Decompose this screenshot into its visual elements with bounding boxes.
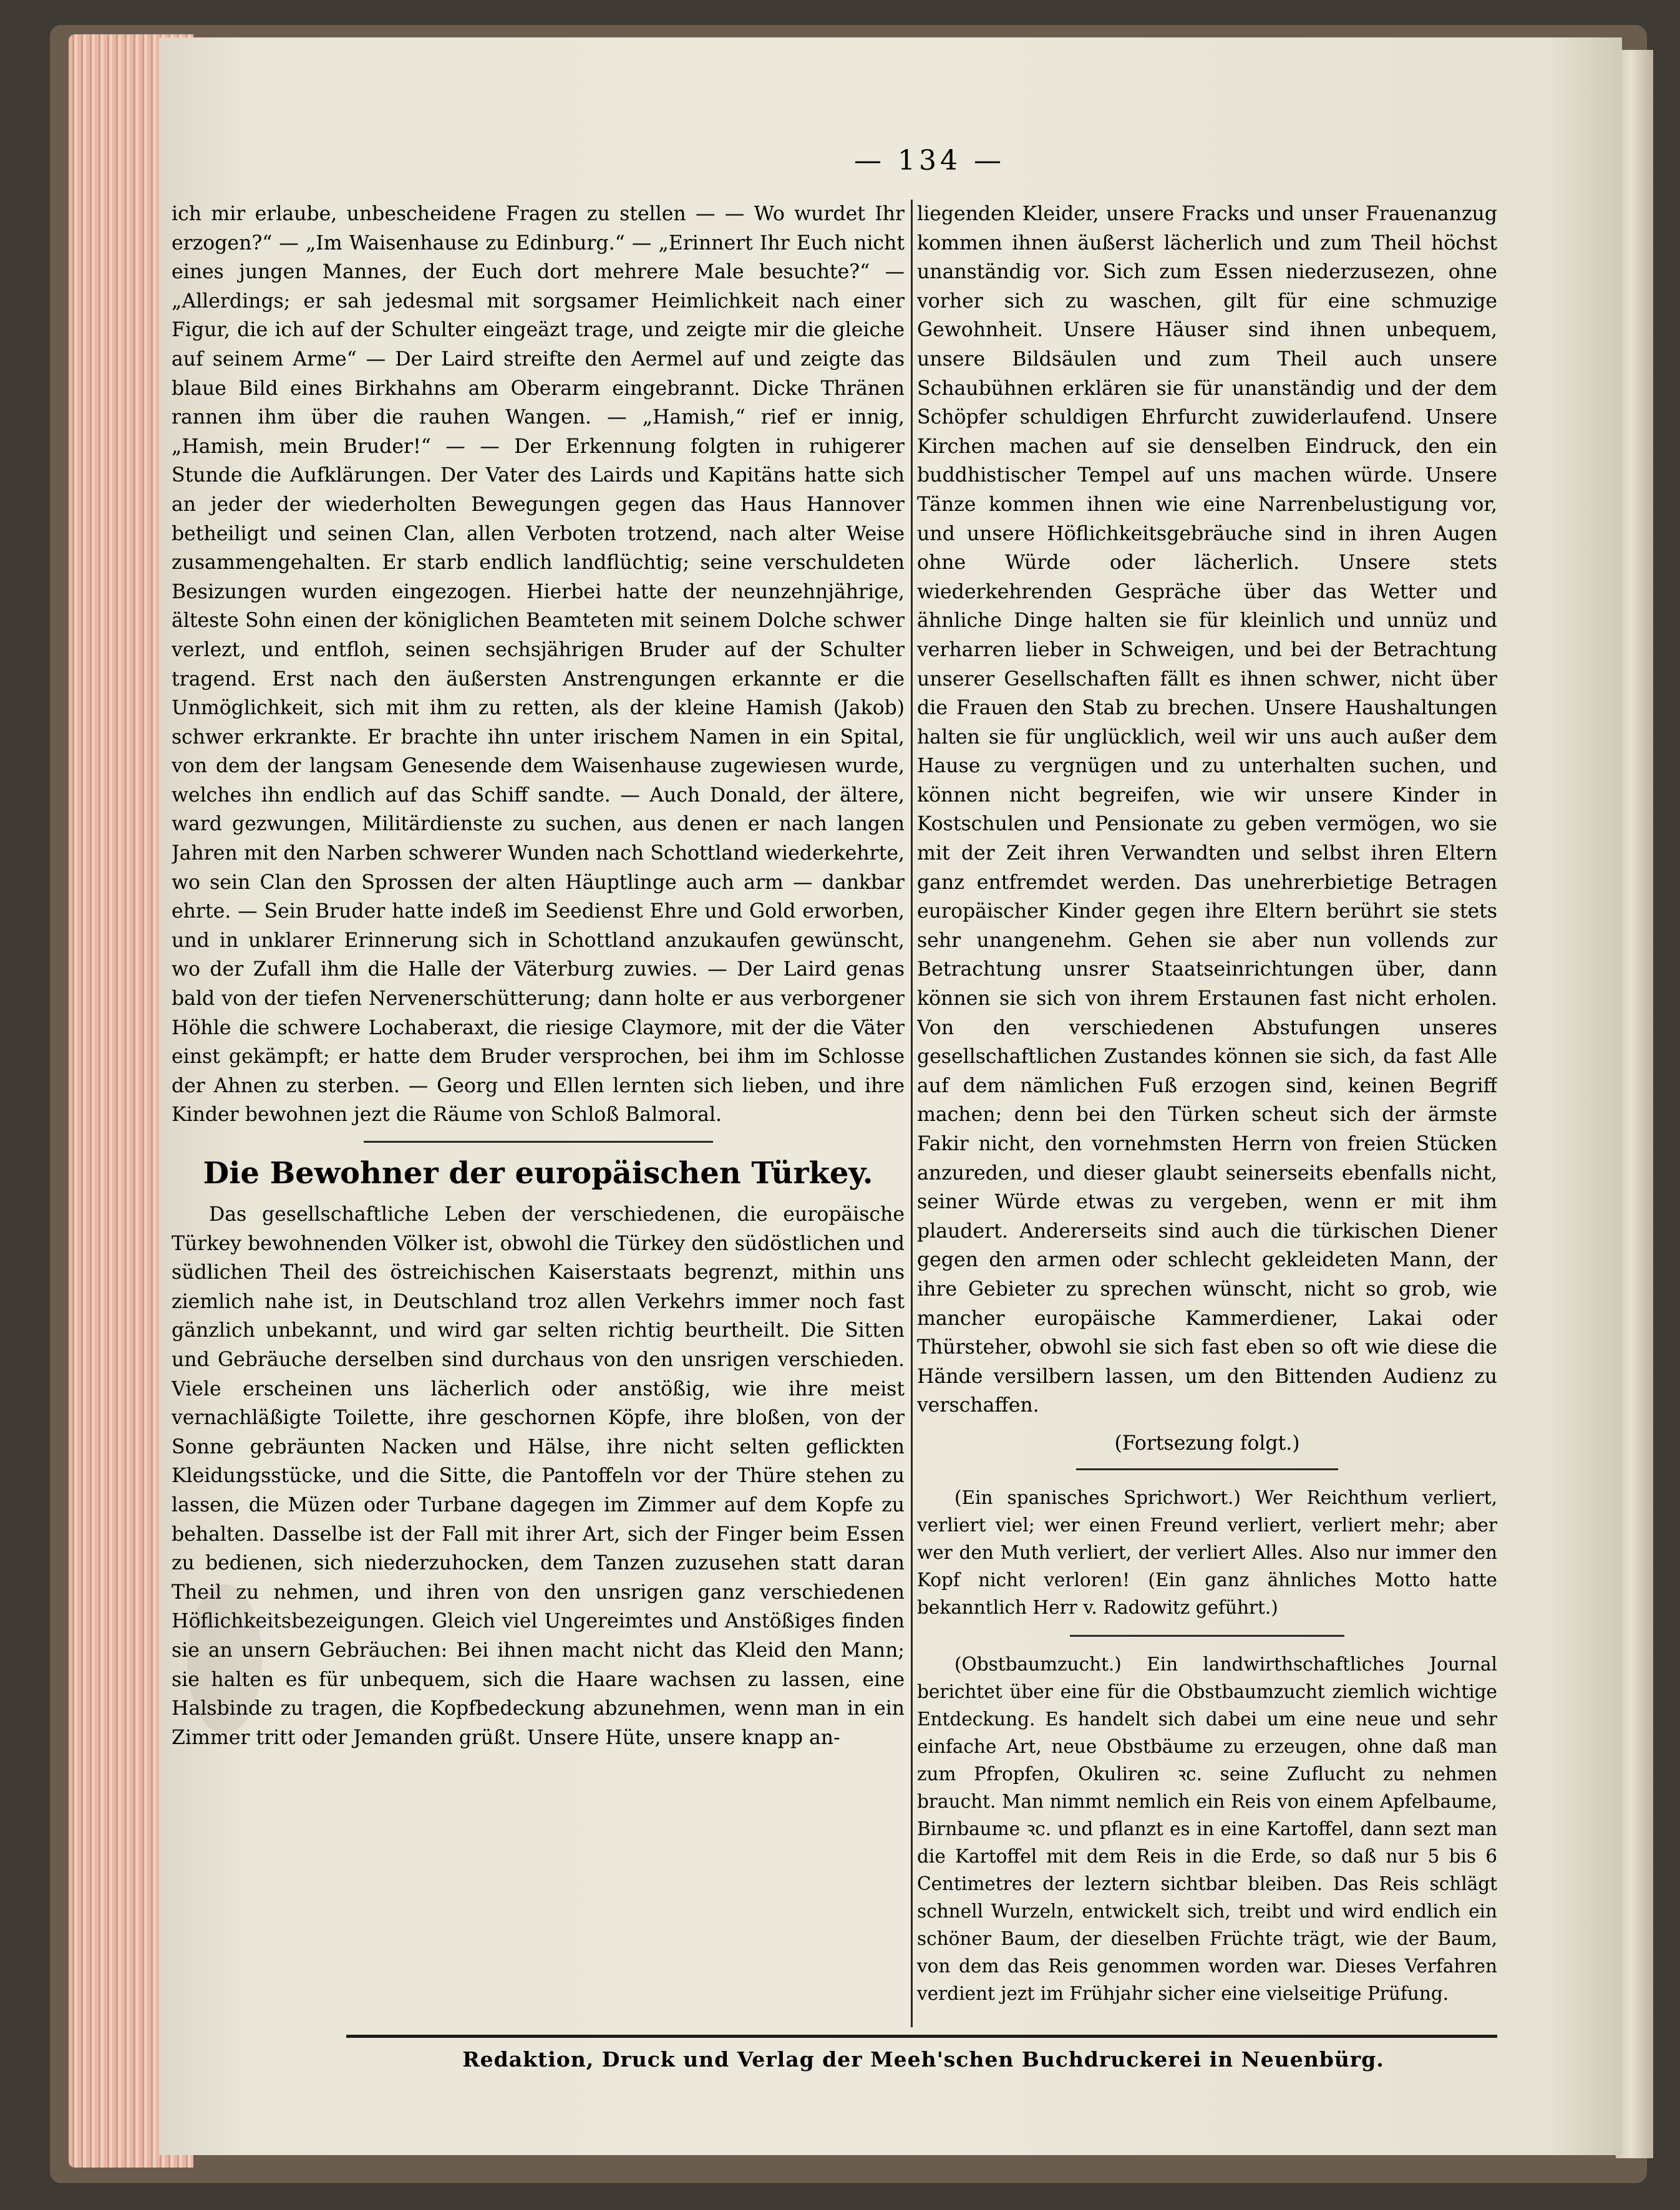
footer-rule <box>346 2035 1497 2038</box>
article-continuation-paragraph: liegenden Kleider, unsere Fracks und unser Frauenanzug kommen ihnen äußerst lächerlich und zum Theil höchst unanständig vor. Sich zum Essen niederzusezen, ohne vorher sich zu waschen, gilt für eine schmuzige Gewohnheit. Unsere Häuser sind ihnen unbequem, unsere Bildsäulen und zum Theil auch unsere Schaubühnen erklären sie für unanständig und der dem Schöpfer schuldigen Ehrfurcht zuwiderlaufend. Unsere Kirchen machen auf sie denselben Eindruck, den ein buddhistischer Tempel auf uns machen würde. Unsere Tänze kommen ihnen wie eine Narrenbelustigung vor, und unsere Höflichkeitsgebräuche sind in ihren Augen ohne Würde oder lächerlich. Unsere stets wiederkehrenden Gespräche über das Wetter und ähnliche Dinge halten sie für kleinlich und unnüz und verharren lieber in Schweigen, und bei der Betrachtung unserer Gesellschaften fällt es ihnen schwer, nicht über die Frauen den Stab zu brechen. Unsere Haushaltungen halten sie für unglücklich, weil wir uns auch außer dem Hause zu vergnügen und zu unterhalten suchen, und können nicht begreifen, wie wir unsere Kinder in Kostschulen und Pensionate zu geben vermögen, wo sie mit der Zeit ihren Verwandten und selbst ihren Eltern ganz entfremdet werden. Das unehrerbietige Betragen europäischer Kinder gegen ihre Eltern berührt sie stets sehr unangenehm. Gehen sie aber nun vollends zur Betrachtung unsrer Staatseinrichtungen über, dann können sie sich von ihrem Erstaunen fast nicht erholen. Von den verschiedenen Abstufungen unseres gesellschaftlichen Zustandes können sie sich, da fast Alle auf dem nämlichen Fuß erzogen sind, keinen Begriff machen; denn bei den Türken scheut sich der ärmste Fakir nicht, den vornehmsten Herrn von freien Stücken anzureden, und dieser glaubt seinerseits ebenfalls nicht, seiner Würde etwas zu vergeben, wenn er mit ihm plaudert. Andererseits sind auch die türkischen Diener gegen den armen oder schlecht gekleideten Mann, der ihre Gebieter zu sprechen wünscht, nicht so grob, wie mancher europäische Kammerdiener, Lakai oder Thürsteher, obwohl sie sich fast eben so oft wie diese die Hände versilbern lassen, um den Bittenden Audienz zu verschaffen. <box>917 203 1497 1417</box>
article-paragraph: Das gesellschaftliche Leben der verschiedenen, die europäische Türkey bewohnenden Völker ist, obwohl die Türkey den südöstlichen und südlichen Theil des östreichischen Kaiserstaats begrenzt, mithin uns ziemlich nahe ist, in Deutschland troz allen Verkehrs immer noch fast gänzlich unbekannt, und wird gar selten richtig beurtheilt. Die Sitten und Gebräuche derselben sind durchaus von den unsrigen verschieden. Viele erscheinen uns lächerlich oder anstößig, wie ihre meist vernachläßigte Toilette, ihre geschornen Köpfe, ihre bloßen, von der Sonne gebräunten Nacken und Hälse, ihre nicht selten geflickten Kleidungsstücke, und die Sitte, die Pantoffeln vor der Thüre stehen zu lassen, die Müzen oder Turbane dagegen im Zimmer auf dem Kopfe zu behalten. Dasselbe ist der Fall mit ihrer Art, sich der Finger beim Essen zu bedienen, sich niederzuhocken, dem Tanzen zuzusehen statt daran Theil zu nehmen, und ihren von den unsrigen ganz verschiedenen Höflichkeitsbezeigungen. Gleich viel Ungereimtes und Anstößiges finden sie an unsern Gebräuchen: Bei ihnen macht nicht das Kleid den Mann; sie halten es für unbequem, sich die Haare wachsen zu lassen, eine Halsbinde zu tragen, die Kopfbedeckung abzunehmen, wenn man in ein Zimmer tritt oder Jemanden grüßt. Unsere Hüte, unsere knapp an- <box>172 1203 905 1749</box>
page-number: — 134 — <box>854 145 1005 177</box>
imprint-line: Redaktion, Druck und Verlag der Meeh'schen Buchdruckerei in Neuenbürg. <box>462 2047 1384 2072</box>
story-ending-paragraph: ich mir erlaube, unbescheidene Fragen zu stellen — — Wo wurdet Ihr erzogen?“ — „Im Waisenhause zu Edinburg.“ — „Erinnert Ihr Euch nicht eines jungen Mannes, der Euch dort mehrere Male besuchte?“ — „Allerdings; er sah jedesmal mit sorgsamer Heimlichkeit nach einer Figur, die ich auf der Schulter eingeäzt trage, und zeigte mir die gleiche auf seinem Arme“ — Der Laird streifte den Aermel auf und zeigte das blaue Bild eines Birkhahns am Oberarm eingebrannt. Dicke Thränen rannen ihm über die rauhen Wangen. — „Hamish,“ rief er innig, „Hamish, mein Bruder!“ — — Der Erkennung folgten in ruhigerer Stunde die Aufklärungen. Der Vater des Lairds und Kapitäns hatte sich an jeder der wiederholten Bewegungen gegen das Haus Hannover betheiligt und seinen Clan, allen Verboten trotzend, nach alter Weise zusammengehalten. Er starb endlich landflüchtig; seine verschuldeten Besizungen wurden eingezogen. Hierbei hatte der neunzehnjährige, älteste Sohn einen der königlichen Beamteten mit seinem Dolche schwer verlezt, und entfloh, seinen sechsjährigen Bruder auf der Schulter tragend. Erst nach den äußersten Anstrengungen erkannte er die Unmöglichkeit, sich mit ihm zu retten, als der kleine Hamish (Jakob) schwer erkrankte. Er brachte ihn unter irischem Namen in ein Spital, von dem der langsam Genesende dem Waisenhause zugewiesen wurde, welches ihn endlich auf das Schiff sandte. — Auch Donald, der ältere, ward gezwungen, Militärdienste zu suchen, aus denen er nach langen Jahren mit den Narben schwerer Wunden nach Schottland wiederkehrte, wo sein Clan den Sprossen der alten Häuptlinge auch arm — dankbar ehrte. — Sein Bruder hatte indeß im Seedienst Ehre und Gold erworben, und in unklarer Erinnerung sich in Schottland anzukaufen gewünscht, wo der Zufall ihm die Halle der Väterburg zuwies. — Der Laird genas bald von der tiefen Nervenerschütterung; dann holte er aus verborgener Höhle die schwere Lochaberaxt, die riesige Claymore, mit der die Väter einst gekämpft; er hatte dem Bruder versprochen, bei ihm im Schlosse der Ahnen zu sterben. — Georg und Ellen lernten sich lieben, und ihre Kinder bewohnen jezt die Räume von Schloß Balmoral. <box>172 203 905 1127</box>
left-column <box>172 200 905 2071</box>
column-divider <box>911 200 913 2027</box>
section-divider <box>1076 1468 1338 1470</box>
right-column <box>917 200 1497 2071</box>
section-divider <box>1070 1635 1344 1637</box>
article-title: Die Bewohner der europäischen Türkey. <box>203 1156 873 1191</box>
to-be-continued-note: (Fortsezung folgt.) <box>1114 1432 1300 1455</box>
fruit-tree-paragraph: (Obstbaumzucht.) Ein landwirthschaftliches Journal berichtet über eine für die Obstbaumzucht ziemlich wichtige Entdeckung. Es handelt sich dabei um eine neue und sehr einfache Art, neue Obstbäume zu erzeugen, ohne daß man zum Pfropfen, Okuliren ꝛc. seine Zuflucht zu nehmen braucht. Man nimmt nemlich ein Reis von einem Apfelbaume, Birnbaume ꝛc. und pflanzt es in eine Kartoffel, dann sezt man die Kartoffel mit dem Reis in die Erde, so daß nur 5 bis 6 Centimetres der leztern sichtbar bleiben. Das Reis schlägt schnell Wurzeln, entwickelt sich, treibt und wird endlich ein schöner Baum, der dieselben Früchte trägt, wie der Baum, von dem das Reis genommen worden war. Dieses Verfahren verdient jezt im Frühjahr sicher eine vielseitige Prüfung. <box>917 1653 1497 2004</box>
section-divider <box>364 1141 713 1143</box>
proverb-paragraph: (Ein spanisches Sprichwort.) Wer Reichthum verliert, verliert viel; wer einen Freund verliert, verliert mehr; aber wer den Muth verliert, der verliert Alles. Also nur immer den Kopf nicht verloren! (Ein ganz ähnliches Motto hatte bekanntlich Herr v. Radowitz geführt.) <box>917 1486 1497 1618</box>
